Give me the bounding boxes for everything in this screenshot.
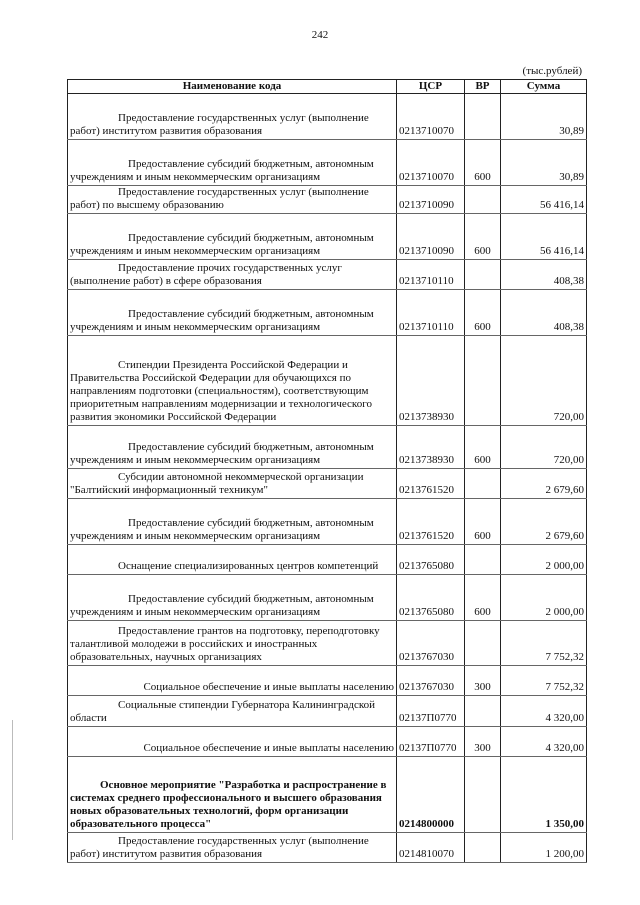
row-csr: 0213710090 <box>397 214 465 260</box>
row-vr: 600 <box>465 140 501 186</box>
row-sum: 2 000,00 <box>501 545 587 575</box>
table-row <box>68 260 587 290</box>
row-csr: 0213767030 <box>397 621 465 666</box>
row-vr <box>465 260 501 290</box>
row-csr: 0213765080 <box>397 545 465 575</box>
header-csr: ЦСР <box>397 80 465 94</box>
row-name: Предоставление субсидий бюджетным, автономным учреждениям и иным некоммерческим организациям <box>68 214 397 260</box>
table-row <box>68 666 587 696</box>
budget-table <box>67 79 587 863</box>
row-vr <box>465 186 501 214</box>
row-sum: 56 416,14 <box>501 214 587 260</box>
row-name: Предоставление государственных услуг (выполнение работ) институтом развития образования <box>68 833 397 863</box>
row-vr <box>465 621 501 666</box>
row-name: Стипендии Президента Российской Федерации и Правительства Российской Федерации для обучающихся по направлениям подготовки (специальностям), соответствующим приоритетным направлениям модернизации и технологического развития экономики Российской Федерации <box>68 336 397 426</box>
row-sum: 4 320,00 <box>501 696 587 727</box>
row-name: Предоставление субсидий бюджетным, автономным учреждениям и иным некоммерческим организациям <box>68 290 397 336</box>
row-sum: 720,00 <box>501 426 587 469</box>
row-sum: 2 679,60 <box>501 469 587 499</box>
row-sum: 7 752,32 <box>501 666 587 696</box>
row-csr: 0214810070 <box>397 833 465 863</box>
row-csr: 0214800000 <box>397 757 465 833</box>
table-row <box>68 426 587 469</box>
table-row <box>68 469 587 499</box>
row-sum: 30,89 <box>501 94 587 140</box>
row-sum: 408,38 <box>501 260 587 290</box>
row-vr <box>465 833 501 863</box>
table-row <box>68 94 587 140</box>
row-name: Предоставление грантов на подготовку, переподготовку талантливой молодежи в российских и иностранных образовательных, научных организациях <box>68 621 397 666</box>
table-row <box>68 186 587 214</box>
row-sum: 1 200,00 <box>501 833 587 863</box>
row-name: Оснащение специализированных центров компетенций <box>68 545 397 575</box>
row-csr: 0213710110 <box>397 260 465 290</box>
row-csr: 0213761520 <box>397 499 465 545</box>
row-sum: 30,89 <box>501 140 587 186</box>
table-row <box>68 621 587 666</box>
table-row <box>68 757 587 833</box>
table-row <box>68 696 587 727</box>
header-sum: Сумма <box>501 80 587 94</box>
row-vr: 600 <box>465 575 501 621</box>
table-row <box>68 499 587 545</box>
row-name: Предоставление государственных услуг (выполнение работ) по высшему образованию <box>68 186 397 214</box>
row-name: Предоставление субсидий бюджетным, автономным учреждениям и иным некоммерческим организациям <box>68 140 397 186</box>
row-csr: 0213761520 <box>397 469 465 499</box>
row-csr: 0213738930 <box>397 426 465 469</box>
table-row <box>68 833 587 863</box>
row-vr <box>465 336 501 426</box>
row-name: Социальные стипендии Губернатора Калининградской области <box>68 696 397 727</box>
row-sum: 2 679,60 <box>501 499 587 545</box>
page-number: 242 <box>311 29 329 41</box>
table-row <box>68 214 587 260</box>
table-header-row <box>68 80 587 94</box>
row-csr: 0213710090 <box>397 186 465 214</box>
row-csr: 0213710110 <box>397 290 465 336</box>
table-row <box>68 575 587 621</box>
row-name: Социальное обеспечение и иные выплаты населению <box>68 666 397 696</box>
row-vr <box>465 94 501 140</box>
row-name: Предоставление субсидий бюджетным, автономным учреждениям и иным некоммерческим организациям <box>68 426 397 469</box>
row-name: Предоставление субсидий бюджетным, автономным учреждениям и иным некоммерческим организациям <box>68 499 397 545</box>
row-vr: 300 <box>465 666 501 696</box>
row-csr: 0213710070 <box>397 94 465 140</box>
row-vr: 600 <box>465 214 501 260</box>
row-name: Предоставление субсидий бюджетным, автономным учреждениям и иным некоммерческим организациям <box>68 575 397 621</box>
table-row <box>68 336 587 426</box>
row-name: Социальное обеспечение и иные выплаты населению <box>68 727 397 757</box>
row-sum: 2 000,00 <box>501 575 587 621</box>
row-vr: 600 <box>465 499 501 545</box>
row-csr: 0213765080 <box>397 575 465 621</box>
row-sum: 7 752,32 <box>501 621 587 666</box>
row-vr: 300 <box>465 727 501 757</box>
row-csr: 0213767030 <box>397 666 465 696</box>
row-csr: 02137П0770 <box>397 696 465 727</box>
header-name: Наименование кода <box>68 80 397 94</box>
scan-margin-mark <box>12 720 13 840</box>
table-row <box>68 545 587 575</box>
table-row <box>68 727 587 757</box>
row-vr: 600 <box>465 426 501 469</box>
row-sum: 4 320,00 <box>501 727 587 757</box>
table-row <box>68 140 587 186</box>
row-name: Основное мероприятие "Разработка и распространение в системах среднего профессионального и высшего образования новых образовательных технологий, форм организации образовательного процесса" <box>68 757 397 833</box>
row-csr: 0213738930 <box>397 336 465 426</box>
row-sum: 1 350,00 <box>501 757 587 833</box>
row-sum: 56 416,14 <box>501 186 587 214</box>
row-vr <box>465 545 501 575</box>
row-vr <box>465 469 501 499</box>
row-name: Предоставление прочих государственных услуг (выполнение работ) в сфере образования <box>68 260 397 290</box>
row-vr <box>465 696 501 727</box>
row-name: Предоставление государственных услуг (выполнение работ) институтом развития образования <box>68 94 397 140</box>
row-name: Субсидии автономной некоммерческой организации "Балтийский информационный техникум" <box>68 469 397 499</box>
row-vr: 600 <box>465 290 501 336</box>
table-row <box>68 290 587 336</box>
row-sum: 408,38 <box>501 290 587 336</box>
row-csr: 0213710070 <box>397 140 465 186</box>
row-csr: 02137П0770 <box>397 727 465 757</box>
row-vr <box>465 757 501 833</box>
units-label: (тыс.рублей) <box>522 65 582 77</box>
header-vr: ВР <box>465 80 501 94</box>
row-sum: 720,00 <box>501 336 587 426</box>
